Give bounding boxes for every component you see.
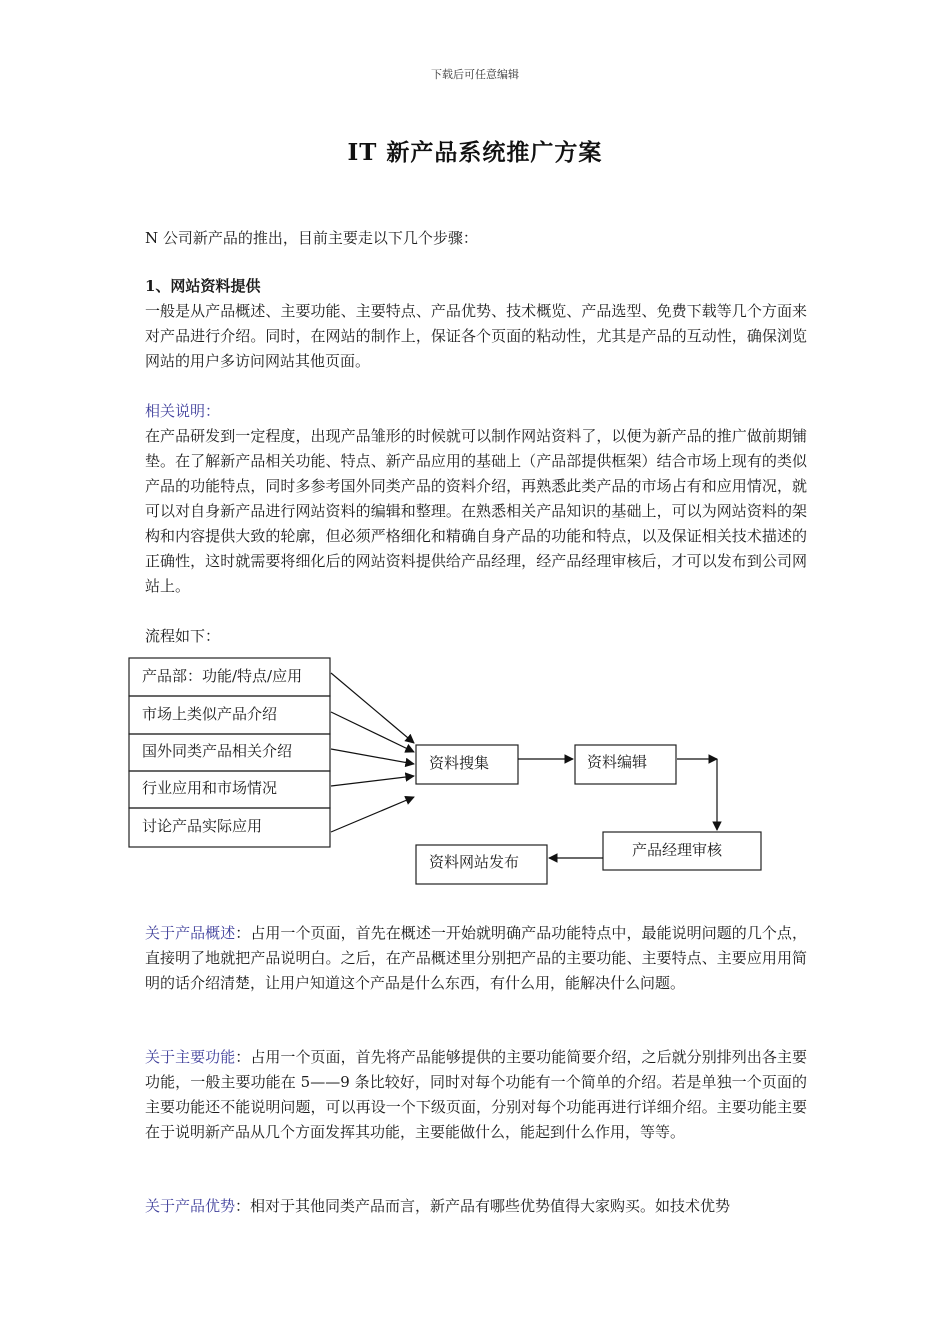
input-label-2: 市场上类似产品介绍	[142, 705, 278, 723]
arrow-input4-collect	[331, 776, 414, 786]
flow-label: 流程如下：	[145, 627, 221, 645]
arrow-input5-collect	[331, 797, 414, 832]
advantages-paragraph	[145, 1194, 807, 1219]
review-box	[603, 832, 761, 870]
document-title: IT 新产品系统推广方案	[347, 139, 603, 166]
input-box-1	[129, 658, 330, 696]
input-label-4: 行业应用和市场情况	[142, 779, 278, 797]
arrow-input1-collect	[331, 673, 414, 743]
edit-label: 资料编辑	[587, 753, 648, 771]
publish-box	[416, 845, 547, 884]
functions-body: ：占用一个页面，首先将产品能够提供的主要功能简要介绍，之后就分别排列出各主要功能，一般主要功能在 5——9 条比较好，同时对每个功能有一个简单的介绍。若是单独一个页面的主要功能还不能说明问题，可以再设一个下级页面，分别对每个功能再进行详细介绍。主要功能主要在于说明新产品从几个方面发挥其功能，主要能做什么，能起到什么作用，等等。	[145, 1048, 807, 1141]
section1-paragraph: 一般是从产品概述、主要功能、主要特点、产品优势、技术概览、产品选型、免费下载等几个方面来对产品进行介绍。同时，在网站的制作上，保证各个页面的粘动性，尤其是产品的互动性，确保浏览网站的用户多访问网站其他页面。	[145, 302, 807, 370]
arrow-input3-collect	[331, 749, 414, 764]
input-box-2	[129, 696, 330, 734]
advantages-label: 关于产品优势	[145, 1197, 236, 1215]
arrow-input2-collect	[331, 712, 414, 752]
overview-label: 关于产品概述	[145, 924, 236, 942]
page-header: 下载后可任意编辑	[431, 68, 519, 81]
section1-heading: 1、网站资料提供	[145, 277, 261, 295]
related-label: 相关说明：	[145, 402, 221, 420]
review-label: 产品经理审核	[632, 841, 723, 859]
input-box-5	[129, 808, 330, 847]
related-paragraph: 在产品研发到一定程度，出现产品雏形的时候就可以制作网站资料了，以便为新产品的推广做前期铺垫。在了解新产品相关功能、特点、新产品应用的基础上（产品部提供框架）结合市场上现有的类似产品的功能特点，同时多参考国外同类产品的资料介绍，再熟悉此类产品的市场占有和应用情况，就可以对自身新产品进行网站资料的编辑和整理。在熟悉相关产品知识的基础上，可以为网站资料的架构和内容提供大致的轮廓，但必须严格细化和精确自身产品的功能和特点，以及保证相关技术描述的正确性，这时就需要将细化后的网站资料提供给产品经理，经产品经理审核后，才可以发布到公司网站上。	[145, 427, 807, 595]
edit-box	[575, 745, 676, 784]
input-label-5: 讨论产品实际应用	[142, 817, 263, 835]
input-box-4	[129, 771, 330, 808]
functions-label: 关于主要功能	[145, 1048, 236, 1066]
input-box-3	[129, 734, 330, 771]
intro-paragraph: N 公司新产品的推出，目前主要走以下几个步骤：	[145, 229, 478, 247]
collect-box	[416, 745, 518, 784]
input-boxes	[129, 658, 330, 847]
overview-paragraph	[145, 921, 807, 996]
functions-paragraph	[145, 1045, 807, 1145]
publish-label: 资料网站发布	[429, 853, 520, 871]
overview-body: ：占用一个页面，首先在概述一开始就明确产品功能特点中，最能说明问题的几个点，直接明了地就把产品说明白。之后，在产品概述里分别把产品的主要功能、主要特点、主要应用用简明的话介绍清楚，让用户知道这个产品是什么东西，有什么用，能解决什么问题。	[145, 924, 807, 992]
collect-label: 资料搜集	[429, 754, 490, 772]
advantages-body: ：相对于其他同类产品而言，新产品有哪些优势值得大家购买。如技术优势	[235, 1197, 731, 1215]
input-label-1: 产品部：功能/特点/应用	[142, 667, 303, 685]
input-label-3: 国外同类产品相关介绍	[142, 742, 293, 760]
